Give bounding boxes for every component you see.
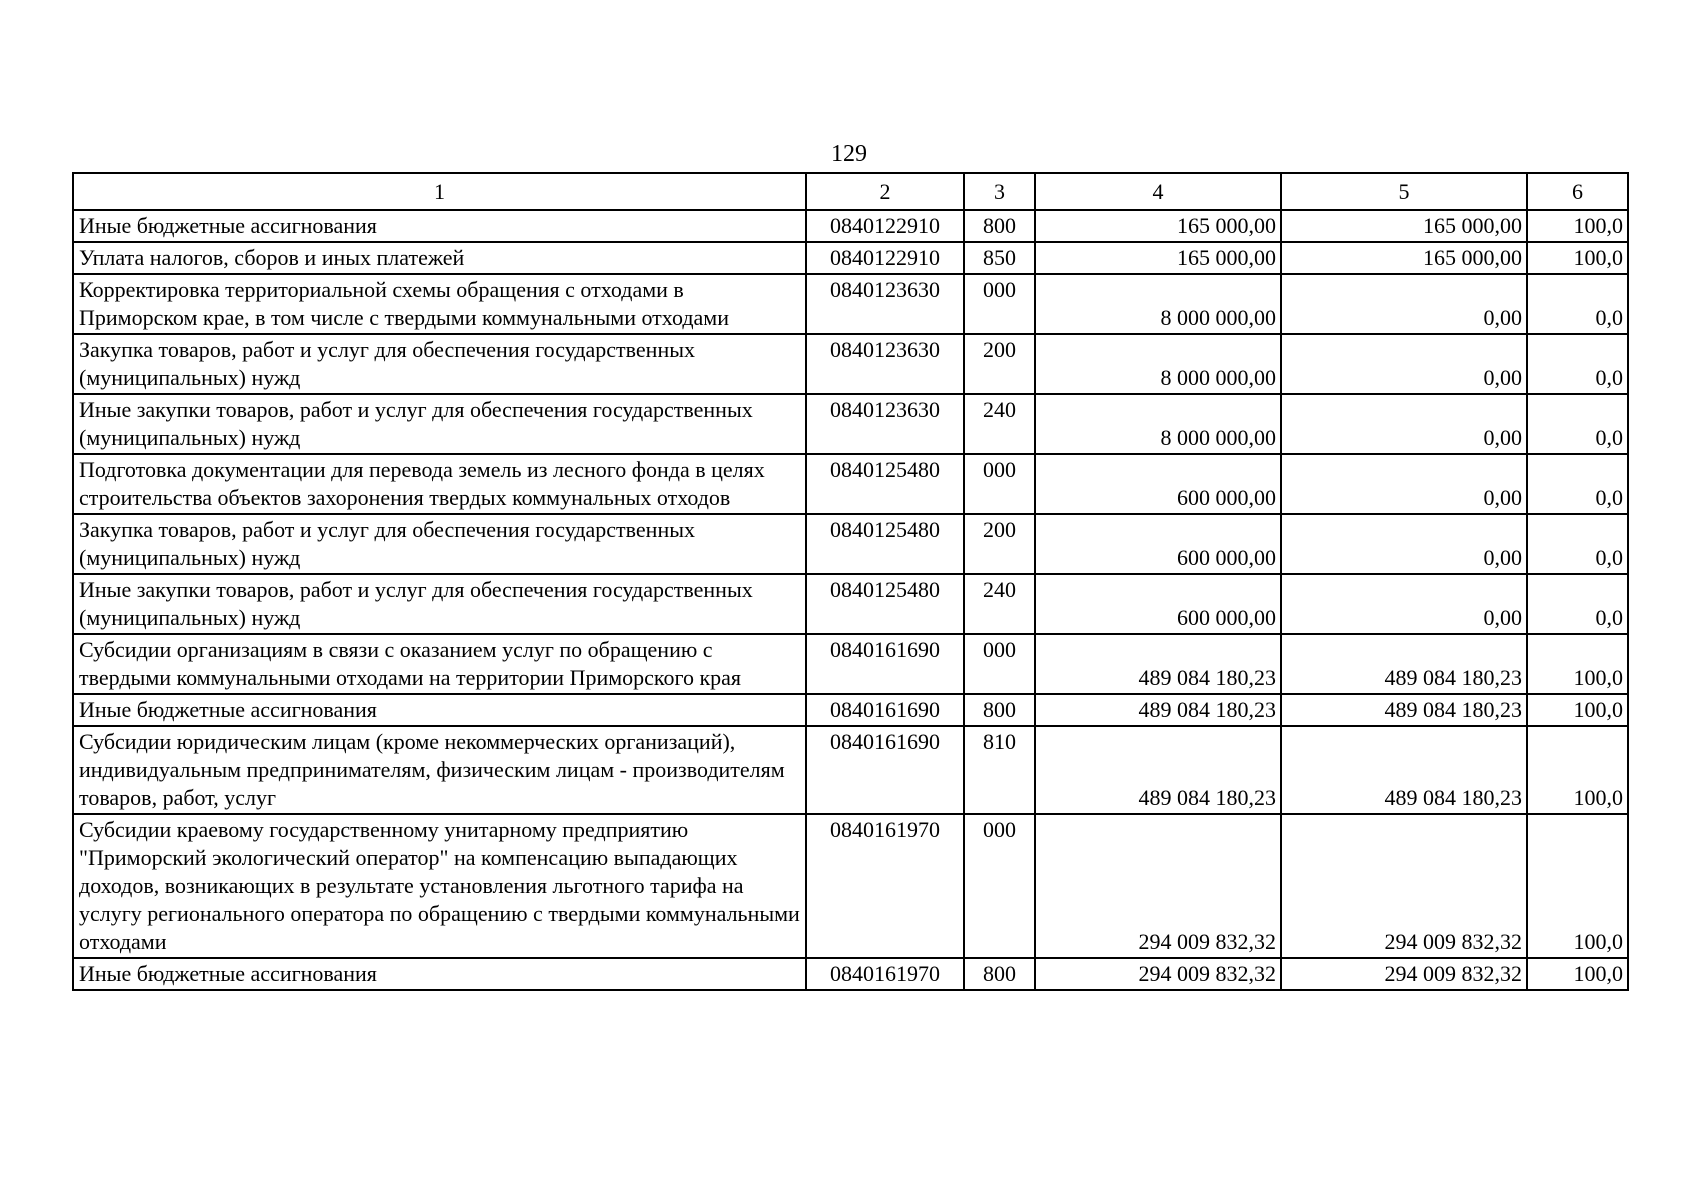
table-row [73, 694, 1628, 726]
row-percent: 0,0 [1527, 394, 1628, 454]
row-percent: 100,0 [1527, 726, 1628, 814]
row-csr-code: 0840161690 [806, 726, 964, 814]
row-name: Иные закупки товаров, работ и услуг для обеспечения государственных (муниципальных) нужд [73, 574, 806, 634]
row-name: Иные бюджетные ассигнования [73, 694, 806, 726]
row-fact-amount: 489 084 180,23 [1281, 726, 1527, 814]
row-vr-code: 000 [964, 454, 1035, 514]
row-fact-amount: 294 009 832,32 [1281, 958, 1527, 990]
table-row [73, 514, 1628, 574]
row-fact-amount: 0,00 [1281, 514, 1527, 574]
row-vr-code: 000 [964, 634, 1035, 694]
row-vr-code: 810 [964, 726, 1035, 814]
row-vr-code: 200 [964, 334, 1035, 394]
header-col-1: 1 [73, 173, 806, 210]
header-col-5: 5 [1281, 173, 1527, 210]
table-row [73, 394, 1628, 454]
row-vr-code: 800 [964, 210, 1035, 242]
row-percent: 100,0 [1527, 634, 1628, 694]
row-vr-code: 000 [964, 814, 1035, 958]
table-body [73, 210, 1628, 990]
table-row [73, 242, 1628, 274]
table-row [73, 726, 1628, 814]
row-plan-amount: 165 000,00 [1035, 242, 1281, 274]
row-csr-code: 0840161690 [806, 694, 964, 726]
table-row [73, 634, 1628, 694]
row-csr-code: 0840125480 [806, 454, 964, 514]
row-vr-code: 850 [964, 242, 1035, 274]
row-plan-amount: 600 000,00 [1035, 454, 1281, 514]
row-vr-code: 800 [964, 958, 1035, 990]
row-percent: 0,0 [1527, 334, 1628, 394]
budget-table [72, 172, 1629, 991]
table-row [73, 958, 1628, 990]
row-csr-code: 0840122910 [806, 210, 964, 242]
header-col-2: 2 [806, 173, 964, 210]
row-plan-amount: 165 000,00 [1035, 210, 1281, 242]
row-percent: 100,0 [1527, 694, 1628, 726]
row-vr-code: 200 [964, 514, 1035, 574]
row-csr-code: 0840122910 [806, 242, 964, 274]
row-plan-amount: 600 000,00 [1035, 574, 1281, 634]
row-fact-amount: 0,00 [1281, 274, 1527, 334]
row-percent: 0,0 [1527, 454, 1628, 514]
row-name: Закупка товаров, работ и услуг для обеспечения государственных (муниципальных) нужд [73, 334, 806, 394]
row-plan-amount: 600 000,00 [1035, 514, 1281, 574]
row-percent: 100,0 [1527, 814, 1628, 958]
row-percent: 0,0 [1527, 514, 1628, 574]
row-fact-amount: 0,00 [1281, 574, 1527, 634]
row-fact-amount: 165 000,00 [1281, 242, 1527, 274]
row-fact-amount: 489 084 180,23 [1281, 634, 1527, 694]
row-name: Субсидии организациям в связи с оказанием услуг по обращению с твердыми коммунальными отходами на территории Приморского края [73, 634, 806, 694]
table-row [73, 274, 1628, 334]
row-fact-amount: 0,00 [1281, 394, 1527, 454]
row-vr-code: 000 [964, 274, 1035, 334]
row-csr-code: 0840123630 [806, 274, 964, 334]
table-row [73, 210, 1628, 242]
header-col-3: 3 [964, 173, 1035, 210]
header-col-6: 6 [1527, 173, 1628, 210]
row-percent: 100,0 [1527, 242, 1628, 274]
row-name: Закупка товаров, работ и услуг для обеспечения государственных (муниципальных) нужд [73, 514, 806, 574]
row-name: Корректировка территориальной схемы обращения с отходами в Приморском крае, в том числе с твердыми коммунальными отходами [73, 274, 806, 334]
row-name: Иные бюджетные ассигнования [73, 210, 806, 242]
row-name: Подготовка документации для перевода земель из лесного фонда в целях строительства объектов захоронения твердых коммунальных отходов [73, 454, 806, 514]
row-percent: 100,0 [1527, 210, 1628, 242]
row-plan-amount: 489 084 180,23 [1035, 634, 1281, 694]
row-percent: 0,0 [1527, 574, 1628, 634]
table-header [73, 173, 1628, 210]
row-csr-code: 0840161970 [806, 958, 964, 990]
row-plan-amount: 8 000 000,00 [1035, 334, 1281, 394]
row-plan-amount: 8 000 000,00 [1035, 274, 1281, 334]
row-fact-amount: 489 084 180,23 [1281, 694, 1527, 726]
row-name: Иные закупки товаров, работ и услуг для обеспечения государственных (муниципальных) нужд [73, 394, 806, 454]
row-csr-code: 0840161690 [806, 634, 964, 694]
row-fact-amount: 165 000,00 [1281, 210, 1527, 242]
row-csr-code: 0840125480 [806, 514, 964, 574]
row-csr-code: 0840125480 [806, 574, 964, 634]
page-number: 129 [831, 141, 867, 167]
row-plan-amount: 294 009 832,32 [1035, 958, 1281, 990]
table-row [73, 574, 1628, 634]
row-plan-amount: 8 000 000,00 [1035, 394, 1281, 454]
table-row [73, 454, 1628, 514]
table-row [73, 334, 1628, 394]
row-vr-code: 240 [964, 574, 1035, 634]
row-fact-amount: 0,00 [1281, 454, 1527, 514]
row-fact-amount: 294 009 832,32 [1281, 814, 1527, 958]
row-csr-code: 0840123630 [806, 334, 964, 394]
row-vr-code: 800 [964, 694, 1035, 726]
row-percent: 100,0 [1527, 958, 1628, 990]
row-vr-code: 240 [964, 394, 1035, 454]
row-name: Субсидии юридическим лицам (кроме некоммерческих организаций), индивидуальным предпринимателям, физическим лицам - производителям товаров, работ, услуг [73, 726, 806, 814]
header-row [73, 173, 1628, 210]
row-plan-amount: 294 009 832,32 [1035, 814, 1281, 958]
row-plan-amount: 489 084 180,23 [1035, 726, 1281, 814]
row-name: Субсидии краевому государственному унитарному предприятию "Приморский экологический оператор" на компенсацию выпадающих доходов, возникающих в результате установления льготного тарифа на услугу регионального оператора по обращению с твердыми коммунальными отходами [73, 814, 806, 958]
row-name: Уплата налогов, сборов и иных платежей [73, 242, 806, 274]
header-col-4: 4 [1035, 173, 1281, 210]
row-csr-code: 0840123630 [806, 394, 964, 454]
row-csr-code: 0840161970 [806, 814, 964, 958]
row-plan-amount: 489 084 180,23 [1035, 694, 1281, 726]
row-fact-amount: 0,00 [1281, 334, 1527, 394]
row-percent: 0,0 [1527, 274, 1628, 334]
table-row [73, 814, 1628, 958]
row-name: Иные бюджетные ассигнования [73, 958, 806, 990]
